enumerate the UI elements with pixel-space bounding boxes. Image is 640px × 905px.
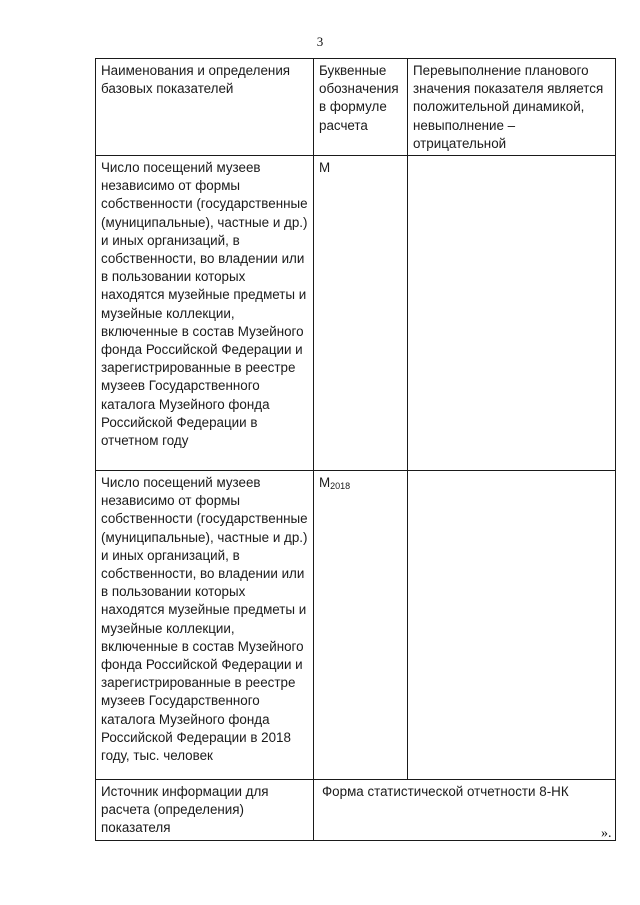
header-dynamics: Перевыполнение планового значения показателя является положительной динамикой, невыполнение – отрицательной — [408, 59, 616, 156]
source-value: Форма статистической отчетности 8-НК — [314, 780, 616, 841]
header-definition: Наименования и определения базовых показателей — [96, 59, 314, 156]
source-label: Источник информации для расчета (определения) показателя — [96, 780, 314, 841]
header-symbol: Буквенные обозначения в формуле расчета — [314, 59, 408, 156]
indicator-definition: Число посещений музеев независимо от формы собственности (государственные (муниципальные), частные и др.) и иных организаций, в собственности, во владении или в пользовании которых находятся музейные предметы и музейные коллекции, включенные в состав Музейного фонда Российской Федерации и зарегистрированные в реестре музеев Государственного каталога Музейного фонда Российской Федерации в отчетном году — [96, 156, 314, 471]
table-row — [96, 156, 616, 471]
indicator-dynamics — [408, 471, 616, 780]
symbol-subscript: 2018 — [330, 481, 351, 492]
indicators-table — [95, 58, 616, 841]
indicator-symbol — [314, 156, 408, 471]
table-row — [96, 471, 616, 780]
indicator-dynamics — [408, 156, 616, 471]
indicator-definition: Число посещений музеев независимо от формы собственности (государственные (муниципальные), частные и др.) и иных организаций, в собственности, во владении или в пользовании которых находятся музейные предметы и музейные коллекции, включенные в состав Музейного фонда Российской Федерации и зарегистрированные в реестре музеев Государственного каталога Музейного фонда Российской Федерации в 2018 году, тыс. человек — [96, 471, 314, 780]
closing-quote-mark: ». — [601, 826, 612, 841]
symbol-letter: М — [319, 475, 331, 491]
source-row — [96, 780, 616, 841]
indicator-symbol — [314, 471, 408, 780]
table-header-row — [96, 59, 616, 156]
page-number: 3 — [316, 34, 324, 49]
symbol-letter: М — [319, 160, 331, 176]
